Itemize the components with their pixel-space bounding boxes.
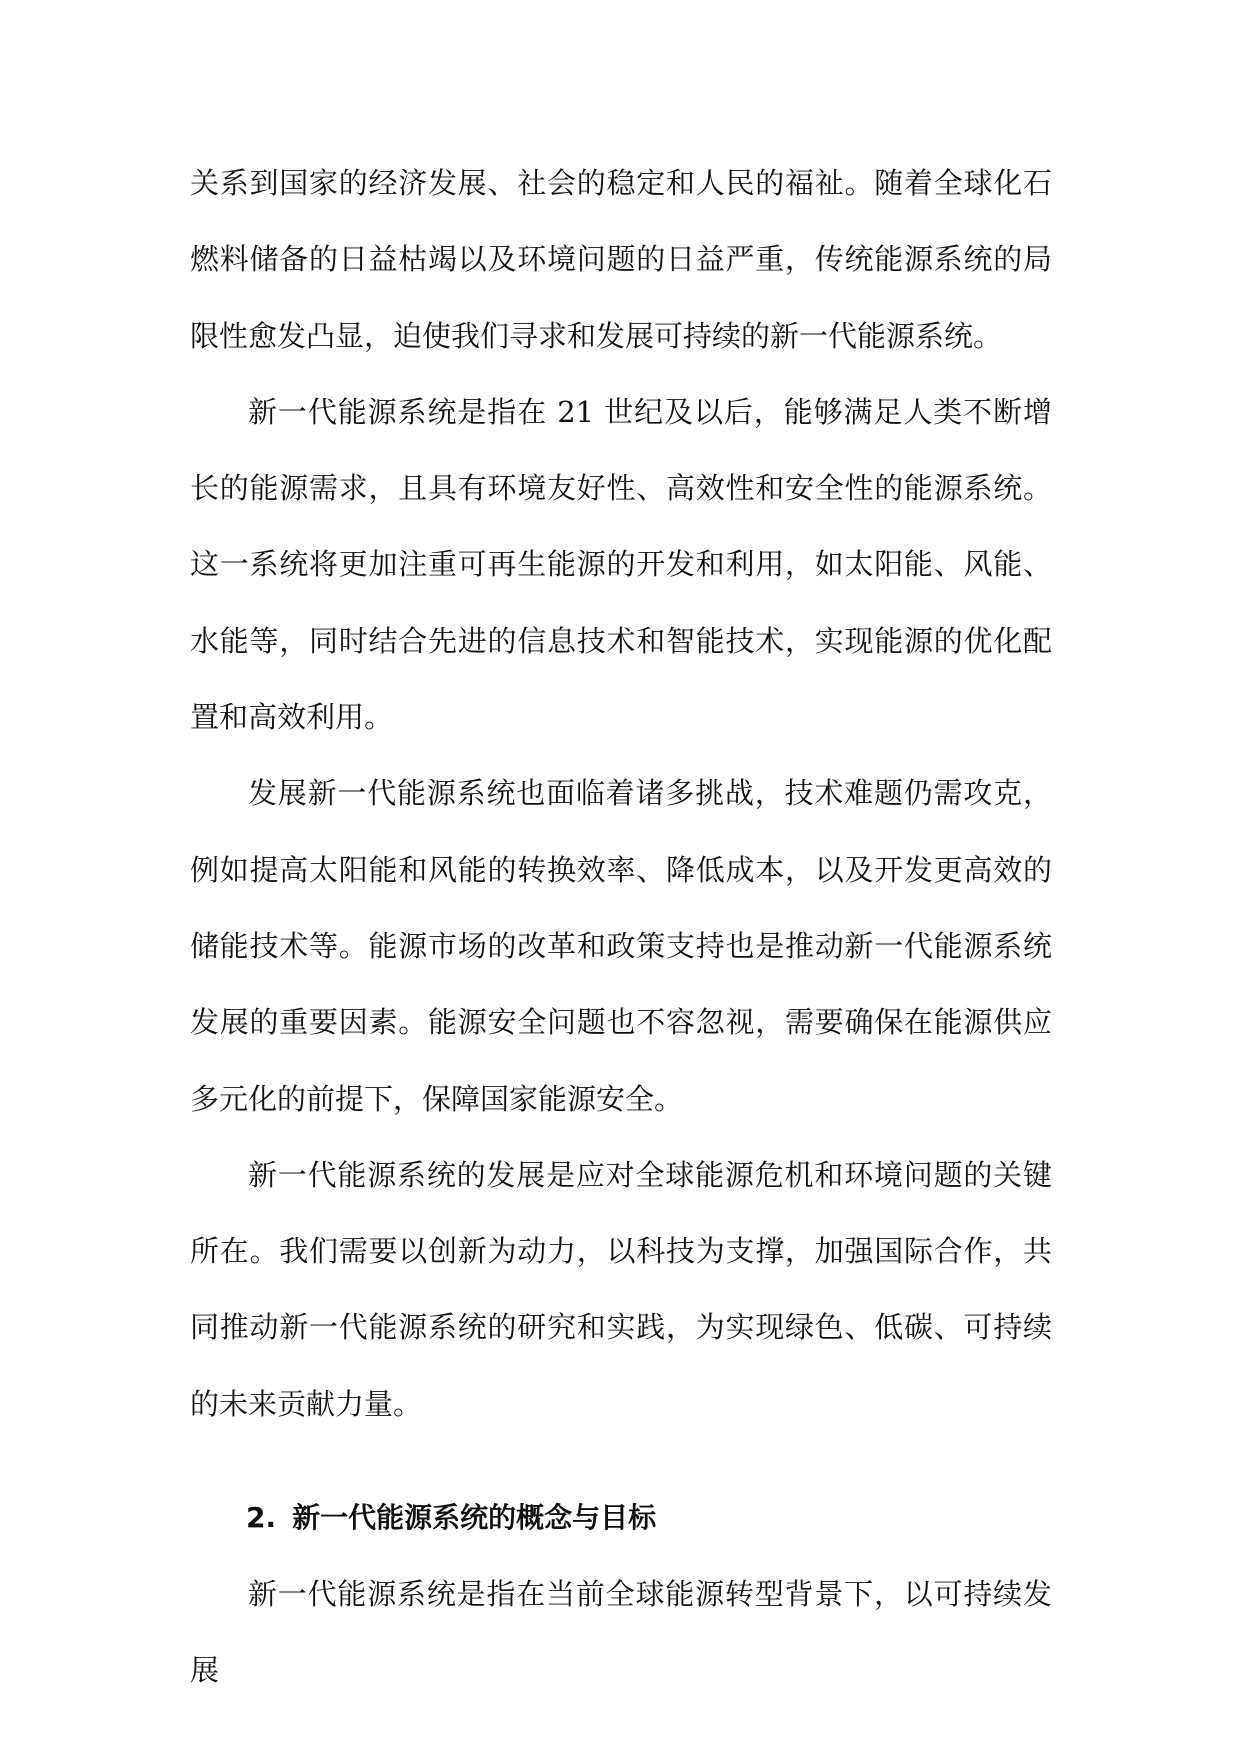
paragraph-definition: 新一代能源系统是指在 21 世纪及以后，能够满足人类不断增长的能源需求，且具有环境友好性、高效性和安全性的能源系统。这一系统将更加注重可再生能源的开发和利用，如太阳能、风能、水能等，同时结合先进的信息技术和智能技术，实现能源的优化配置和高效利用。 [190,394,1052,735]
section-heading-title: 新一代能源系统的概念与目标 [292,1501,657,1535]
paragraph-conclusion: 新一代能源系统的发展是应对全球能源危机和环境问题的关键所在。我们需要以创新为动力，以科技为支撑，加强国际合作，共同推动新一代能源系统的研究和实践，为实现绿色、低碳、可持续的未来贡献力量。 [190,1157,1052,1421]
section-heading [190,1480,1052,1556]
paragraph-section-start: 新一代能源系统是指在当前全球能源转型背景下，以可持续发展 [190,1577,1052,1688]
paragraph-continued: 关系到国家的经济发展、社会的稳定和人民的福祉。随着全球化石燃料储备的日益枯竭以及环境问题的日益严重，传统能源系统的局限性愈发凸显，迫使我们寻求和发展可持续的新一代能源系统。 [190,166,1052,353]
section-heading-number: 2. [246,1501,277,1535]
document-body [190,145,1052,1709]
paragraph-challenges: 发展新一代能源系统也面临着诸多挑战，技术难题仍需攻克，例如提高太阳能和风能的转换效率、降低成本，以及开发更高效的储能技术等。能源市场的改革和政策支持也是推动新一代能源系统发展的重要因素。能源安全问题也不容忽视，需要确保在能源供应多元化的前提下，保障国家能源安全。 [190,776,1052,1116]
